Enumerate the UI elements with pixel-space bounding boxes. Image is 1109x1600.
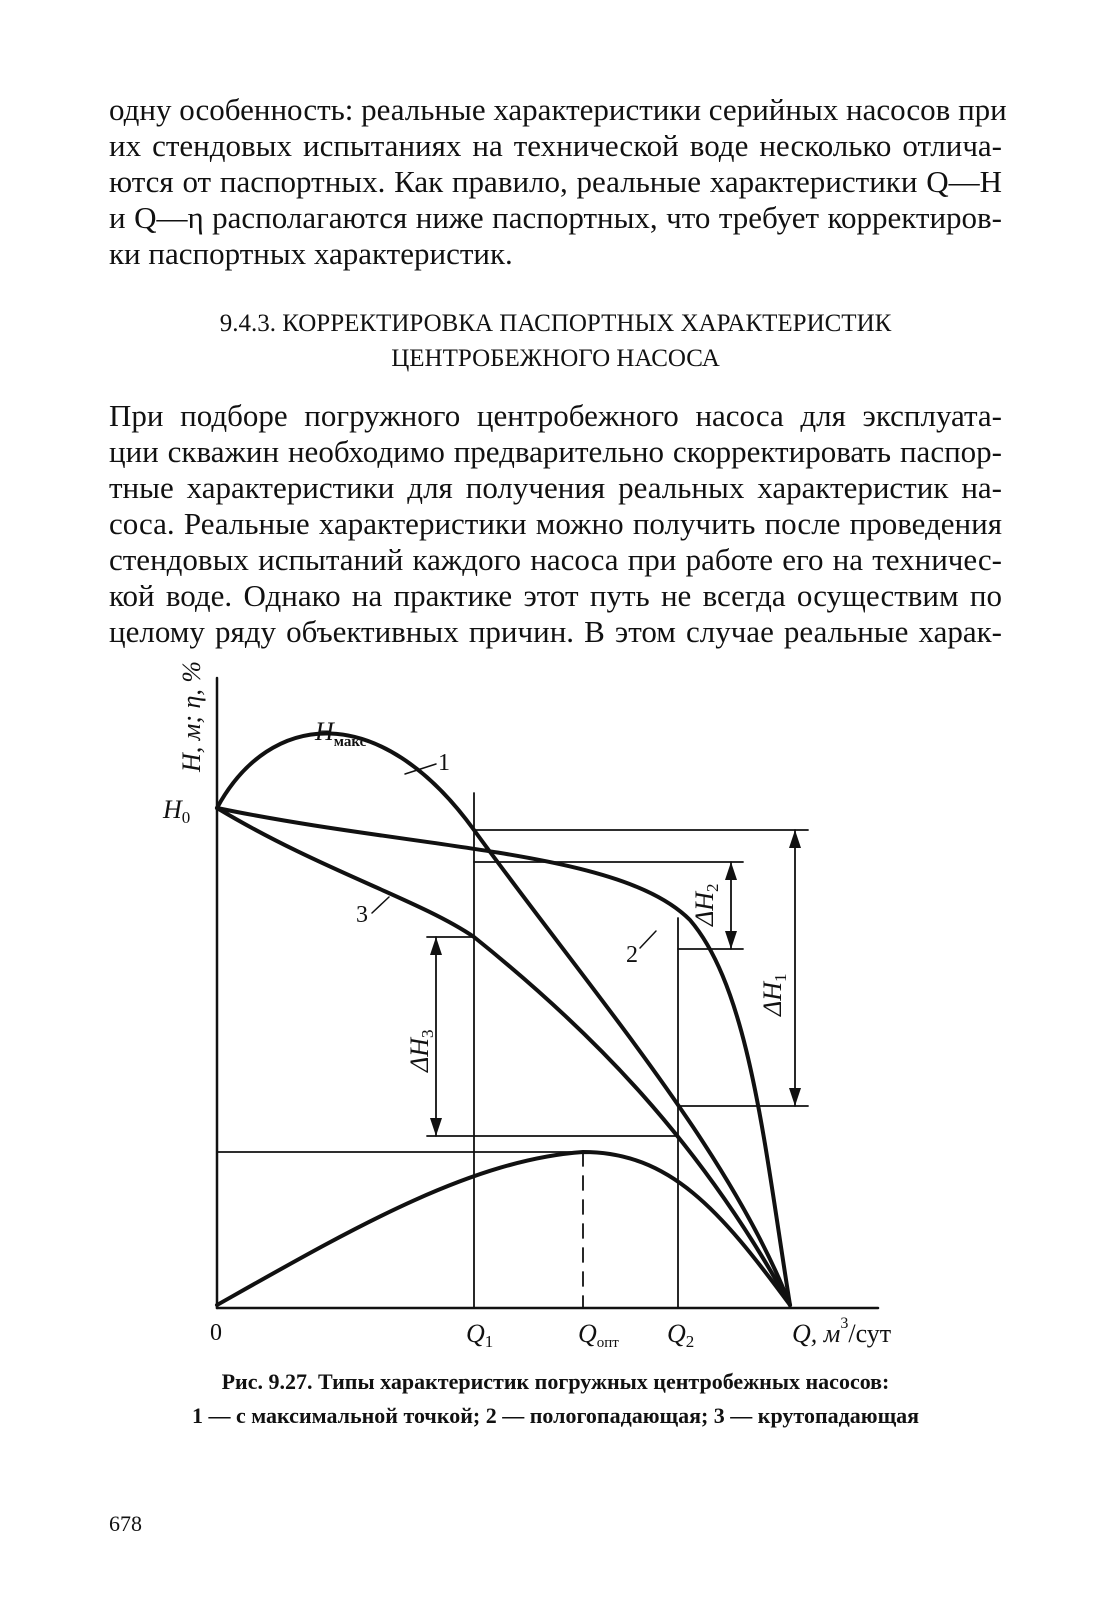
dh3-label: ΔH3 <box>405 1029 437 1072</box>
efficiency-curve <box>217 1152 790 1305</box>
dh2-label: ΔH2 <box>690 883 722 926</box>
dh3-arrowhead-up <box>430 937 442 955</box>
dh1-arrowhead-up <box>789 830 801 848</box>
caption-line-2: 1 — с максимальной точкой; 2 — пологопадающая; 3 — крутопадающая <box>191 1403 920 1428</box>
text-line: одну особенность: реальные характеристики серийных насосов при <box>109 92 1007 127</box>
dh1-arrowhead-down <box>789 1088 801 1106</box>
q-axis-label: Q, $м^3$/сут <box>792 1315 892 1348</box>
text-line: стендовых испытаний каждого насоса при работе его на техничес- <box>109 542 1002 577</box>
curve-3-label: 3 <box>356 902 368 928</box>
dh2-arrowhead-down <box>725 931 737 949</box>
text-line: кой воде. Однако на практике этот путь не всегда осуществим по <box>109 578 1002 613</box>
curve-2-gently-falling <box>217 808 790 1305</box>
y-axis-label: H, м; η, % <box>177 660 206 772</box>
text-line: ции скважин необходимо предварительно скорректировать паспор- <box>109 434 1002 469</box>
curve-3-leader <box>372 897 389 913</box>
text-line: целому ряду объективных причин. В этом случае реальные харак- <box>109 614 1002 649</box>
q2-label: Q2 <box>667 1319 695 1351</box>
curve-3-steeply-falling <box>217 808 790 1305</box>
dh3-arrowhead-down <box>430 1118 442 1136</box>
text-line: ки паспортных характеристик. <box>109 236 513 271</box>
text-line: ются от паспортных. Как правило, реальные характеристики Q—H <box>109 164 1002 199</box>
page-number: 678 <box>109 1511 142 1536</box>
q1-label: Q1 <box>466 1319 494 1351</box>
text-line: и Q—η располагаются ниже паспортных, что требует корректиров- <box>109 200 1002 235</box>
text-line: При подборе погружного центробежного насоса для эксплуата- <box>109 398 1002 433</box>
curve-2-label: 2 <box>626 942 638 968</box>
origin-label: 0 <box>210 1320 222 1346</box>
hmax-label: $H_{макс}$ <box>315 717 367 750</box>
curve-1-max-point <box>217 733 790 1305</box>
caption-line-1: Рис. 9.27. Типы характеристик погружных центробежных насосов: <box>221 1369 890 1394</box>
heading-line-2: ЦЕНТРОБЕЖНОГО НАСОСА <box>391 345 720 372</box>
figure-caption <box>109 1365 1002 1433</box>
heading-line-1: 9.4.3. КОРРЕКТИРОВКА ПАСПОРТНЫХ ХАРАКТЕРИСТИК <box>219 310 892 337</box>
h0-label: H0 <box>163 795 191 827</box>
curve-2-leader <box>640 931 656 948</box>
dh2-arrowhead-up <box>725 862 737 880</box>
curve-1-label: 1 <box>438 750 450 776</box>
text-line: их стендовых испытаниях на технической воде несколько отлича- <box>109 128 1002 163</box>
text-line: соса. Реальные характеристики можно получить после проведения <box>109 506 1002 541</box>
qopt-label: Qопт <box>578 1319 619 1351</box>
text-line: тные характеристики для получения реальных характеристик на- <box>109 470 1002 505</box>
dh1-label: ΔH1 <box>758 973 790 1016</box>
